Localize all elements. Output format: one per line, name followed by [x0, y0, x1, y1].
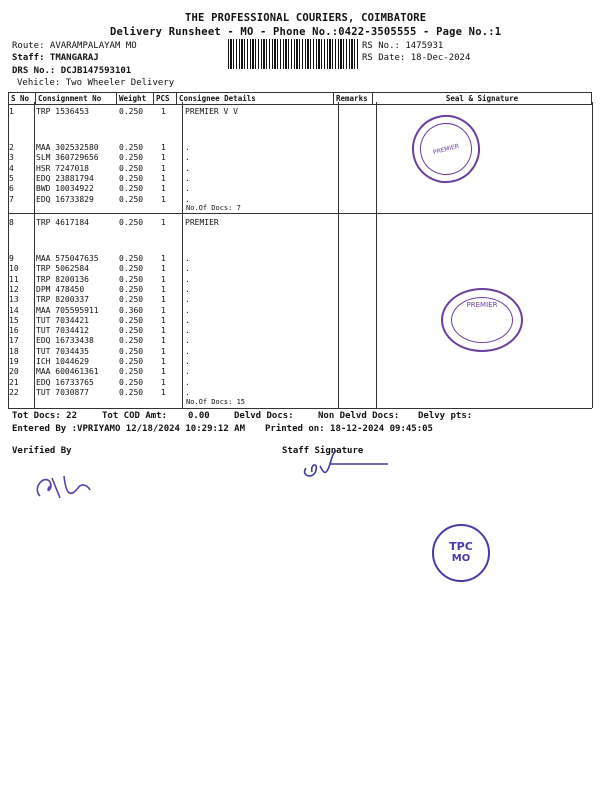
cod-label: Tot COD Amt: — [102, 411, 168, 421]
cell-pcs: 1 — [161, 254, 166, 263]
cell-details: . — [185, 315, 190, 325]
cell-pcs: 1 — [161, 274, 166, 284]
cell-details: . — [185, 194, 190, 204]
cell-details: . — [185, 367, 190, 377]
cell-pcs: 1 — [161, 194, 166, 204]
cell-cons: TRP 5062584 — [36, 264, 89, 274]
cell-sno: 19 — [9, 357, 19, 366]
cell-wt: 0.250 — [119, 194, 144, 204]
cell-cons: EDQ 16733829 — [36, 194, 94, 204]
rs-date: RS Date: 18-Dec-2024 — [362, 53, 471, 63]
cell-cons: HSR 7247018 — [36, 163, 89, 173]
cell-sno: 22 — [9, 387, 19, 397]
cell-wt: 0.250 — [119, 387, 144, 397]
company-name: THE PROFESSIONAL COURIERS, COIMBATORE — [185, 12, 427, 24]
cell-wt: 0.250 — [119, 153, 144, 163]
non-delvd-docs: Non Delvd Docs: — [318, 411, 400, 421]
cell-details: . — [185, 295, 190, 305]
cell-cons: MAA 705595911 — [36, 305, 99, 315]
divider — [592, 102, 593, 408]
cell-cons: ICH 1044629 — [36, 357, 89, 366]
cell-sno: 2 — [9, 143, 14, 152]
staff-signature: Staff Signature — [282, 446, 364, 456]
cell-cons: TUT 7034412 — [36, 326, 89, 336]
cell-cons: TUT 7030877 — [36, 387, 89, 397]
cell-sno: 3 — [9, 153, 14, 163]
cell-sno: 10 — [9, 264, 19, 274]
cell-cons: DPM 478450 — [36, 284, 85, 294]
route: Route: AVARAMPALAYAM MO — [12, 41, 137, 51]
col-pcs: PCS — [154, 93, 177, 105]
cell-details: . — [185, 305, 190, 315]
cell-wt: 0.250 — [119, 295, 144, 305]
cell-cons: TUT 7034435 — [36, 346, 89, 356]
cell-wt: 0.250 — [119, 143, 144, 152]
cell-cons: TUT 7034421 — [36, 315, 89, 325]
cell-sno: 12 — [9, 284, 19, 294]
premier-seal-2: PREMIER — [441, 288, 523, 352]
barcode — [228, 39, 358, 69]
cell-pcs: 1 — [161, 387, 166, 397]
col-remarks: Remarks — [334, 93, 373, 105]
cell-wt: 0.250 — [119, 264, 144, 274]
cell-sno: 17 — [9, 336, 19, 346]
cell-wt: 0.250 — [119, 326, 144, 336]
staff-handwritten-signature — [296, 446, 396, 484]
cell-cons: BWD 10034922 — [36, 184, 94, 194]
cell-details: . — [185, 284, 190, 294]
cell-details: . — [185, 357, 190, 366]
cell-wt: 0.250 — [119, 254, 144, 263]
cell-wt: 0.250 — [119, 184, 144, 194]
tot-docs: Tot Docs: 22 — [12, 411, 78, 421]
cell-details: . — [185, 184, 190, 194]
vehicle: Vehicle: Two Wheeler Delivery — [17, 78, 175, 88]
cell-pcs: 1 — [161, 357, 166, 366]
premier-seal-1: PREMIER — [404, 107, 487, 190]
group-divider — [8, 213, 592, 214]
delvy-pts: Delvy pts: — [418, 411, 473, 421]
cell-wt: 0.250 — [119, 336, 144, 346]
cell-sno: 21 — [9, 377, 19, 387]
printed-on: Printed on: 18-12-2024 09:45:05 — [265, 424, 433, 434]
cell-details: . — [185, 377, 190, 387]
cell-wt: 0.250 — [119, 173, 144, 183]
cell-details: . — [185, 387, 190, 397]
col-seal: Seal & Signature — [373, 93, 592, 105]
cell-details: . — [185, 143, 190, 152]
cell-details: . — [185, 336, 190, 346]
cell-sno: 6 — [9, 184, 14, 194]
cell-wt: 0.250 — [119, 274, 144, 284]
cell-sno: 18 — [9, 346, 19, 356]
cell-sno: 20 — [9, 367, 19, 377]
verifier-signature — [30, 468, 100, 502]
staff: Staff: TMANGARAJ — [12, 53, 99, 63]
cell-details: . — [185, 264, 190, 274]
cell-pcs: 1 — [161, 295, 166, 305]
cell-details: . — [185, 274, 190, 284]
cell-sno: 4 — [9, 163, 14, 173]
cell-cons: MAA 575047635 — [36, 254, 99, 263]
cell-pcs: 1 — [161, 367, 166, 377]
cell-wt: 0.250 — [119, 357, 144, 366]
cell-details: . — [185, 153, 190, 163]
drs-no: DRS No.: DCJB147593101 — [12, 66, 132, 76]
col-consignment: Consignment No — [36, 93, 117, 105]
entered-by: Entered By :VPRIYAMO 12/18/2024 10:29:12 AM — [12, 424, 245, 434]
divider — [182, 102, 183, 408]
divider — [34, 102, 35, 408]
cell-pcs: 1 — [161, 315, 166, 325]
cell-sno: 9 — [9, 254, 14, 263]
cell-cons: TRP 8200136 — [36, 274, 89, 284]
col-consignee: Consignee Details — [177, 93, 334, 105]
cell-pcs: 1 — [161, 163, 166, 173]
cell-wt: 0.250 — [119, 367, 144, 377]
col-sno: S No — [9, 93, 36, 105]
cell-wt: 0.250 — [119, 377, 144, 387]
docs-count: No.Of Docs: 7 — [186, 204, 241, 212]
cell-wt: 0.250 — [119, 346, 144, 356]
runsheet-table-header — [8, 92, 592, 105]
cod-value: 0.00 — [188, 411, 210, 421]
delvd-docs: Delvd Docs: — [234, 411, 294, 421]
cell-sno: 11 — [9, 274, 19, 284]
cell-pcs: 1 — [161, 173, 166, 183]
col-weight: Weight — [117, 93, 154, 105]
cell-pcs: 1 — [161, 184, 166, 194]
cell-sno: 7 — [9, 194, 14, 204]
cell-cons: TRP 8200337 — [36, 295, 89, 305]
cell-pcs: 1 — [161, 305, 166, 315]
cell-sno: 13 — [9, 295, 19, 305]
tpc-seal: TPC MO — [432, 524, 490, 582]
cell-sno: 15 — [9, 315, 19, 325]
cell-wt: 0.250 — [119, 315, 144, 325]
cell-wt: 0.250 — [119, 163, 144, 173]
cell-pcs: 1 — [161, 143, 166, 152]
cell-sno: 5 — [9, 173, 14, 183]
cell-pcs: 1 — [161, 284, 166, 294]
cell-details: . — [185, 163, 190, 173]
cell-sno: 16 — [9, 326, 19, 336]
cell-pcs: 1 — [161, 264, 166, 274]
cell-wt: 0.360 — [119, 305, 144, 315]
runsheet-title: Delivery Runsheet - MO - Phone No.:0422-3505555 - Page No.:1 — [110, 26, 502, 38]
cell-details: . — [185, 254, 190, 263]
cell-cons: MAA 302532580 — [36, 143, 99, 152]
cell-pcs: 1 — [161, 153, 166, 163]
cell-pcs: 1 — [161, 377, 166, 387]
cell-cons: SLM 360729656 — [36, 153, 99, 163]
docs-count: No.Of Docs: 15 — [186, 398, 246, 406]
cell-cons: EDQ 16733765 — [36, 377, 94, 387]
rs-no: RS No.: 1475931 — [362, 41, 444, 51]
divider — [376, 102, 377, 408]
cell-pcs: 1 — [161, 326, 166, 336]
table-bottom — [8, 408, 592, 409]
cell-cons: EDQ 16733438 — [36, 336, 94, 346]
cell-wt: 0.250 — [119, 284, 144, 294]
divider — [338, 102, 339, 408]
cell-details: . — [185, 346, 190, 356]
verified-by: Verified By — [12, 446, 72, 456]
cell-details: . — [185, 173, 190, 183]
cell-cons: MAA 600461361 — [36, 367, 99, 377]
cell-cons: EDQ 23881794 — [36, 173, 94, 183]
cell-sno: 14 — [9, 305, 19, 315]
cell-details: . — [185, 326, 190, 336]
cell-pcs: 1 — [161, 346, 166, 356]
cell-pcs: 1 — [161, 336, 166, 346]
